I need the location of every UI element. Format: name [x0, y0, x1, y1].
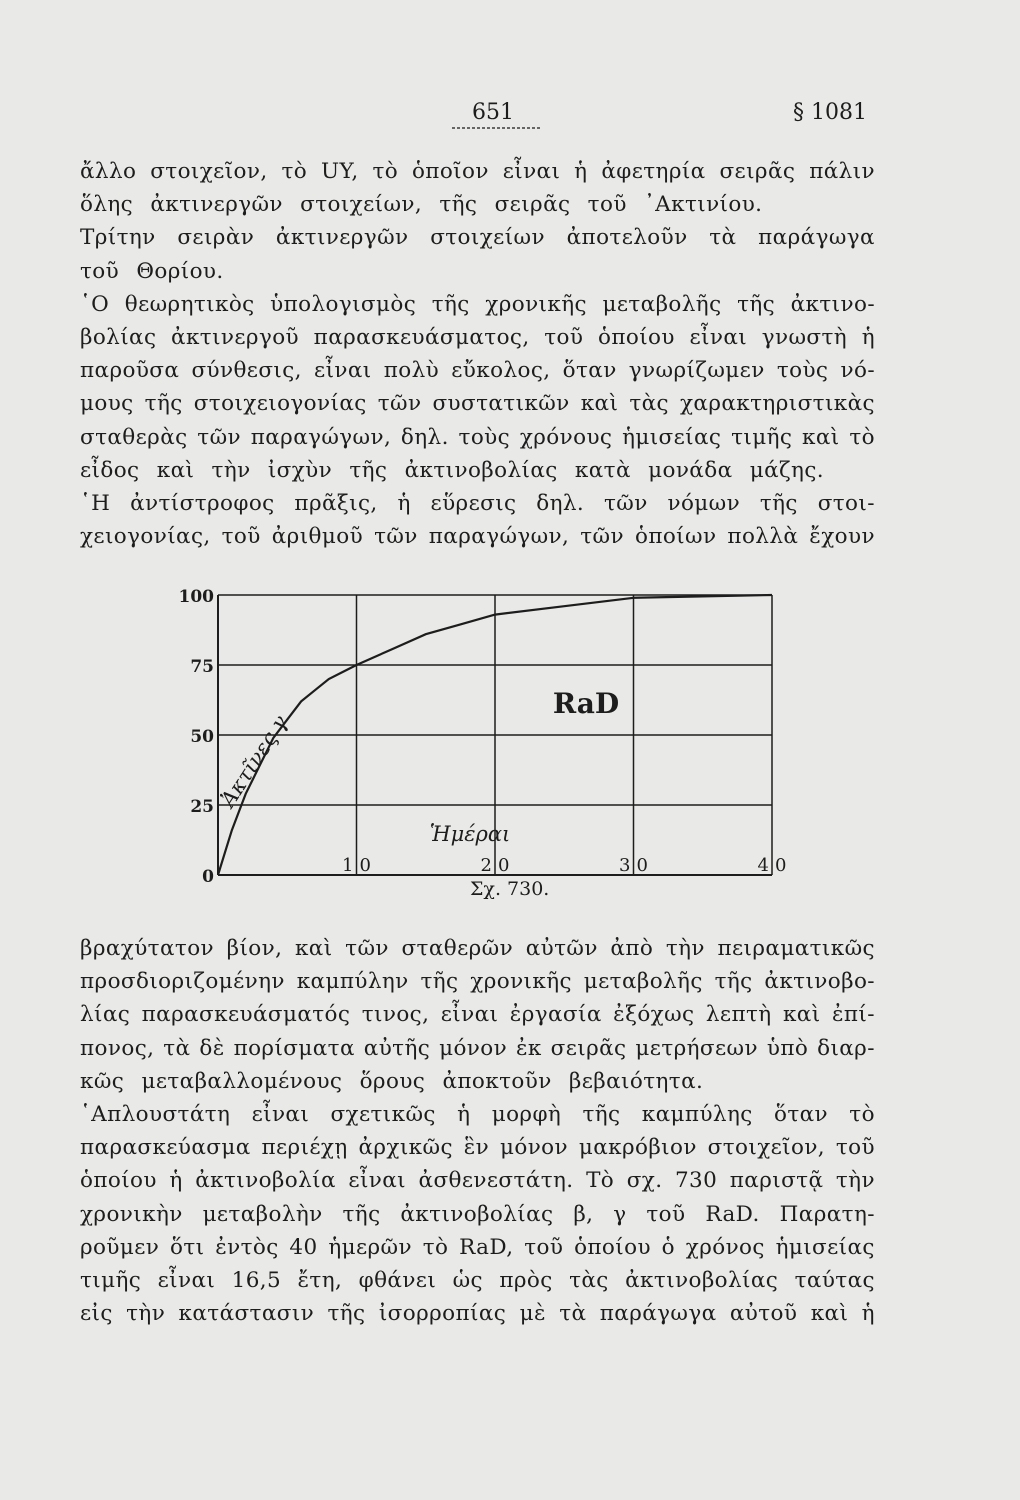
- text-line: ῾Η ἀντίστροφος πρᾶξις, ἡ εὕρεσις δηλ. τῶν νόμων τῆς στοι-: [80, 490, 875, 516]
- x-tick-label: 2: [480, 855, 492, 876]
- paragraphs-bottom: [80, 932, 875, 1330]
- x-tick-label: 0: [498, 855, 510, 876]
- x-tick-label: 0: [775, 855, 787, 876]
- x-tick-label: 4: [757, 855, 769, 876]
- text-line: μους τῆς στοιχειογονίας τῶν συστατικῶν καὶ τὰς χαρακτηριστικὰς: [80, 391, 875, 417]
- text-line: τιμῆς εἶναι 16,5 ἔτη, φθάνει ὡς πρὸς τὰς ἀκτινοβολίας ταύτας: [80, 1267, 875, 1293]
- text-line: βραχύτατον βίον, καὶ τῶν σταθερῶν αὐτῶν ἀπὸ τὴν πειραματικῶς: [80, 936, 875, 961]
- text-line: παροῦσα σύνθεσις, εἶναι πολὺ εὔκολος, ὅταν γνωρίζωμεν τοὺς νό-: [80, 358, 875, 384]
- text-line: Τρίτην σειρὰν ἀκτινεργῶν στοιχείων ἀποτελοῦν τὰ παράγωγα: [80, 225, 875, 251]
- y-tick-label: 0: [202, 867, 214, 887]
- text-line: εἶδος καὶ τὴν ἰσχὺν τῆς ἀκτινοβολίας κατὰ μονάδα μάζης.: [80, 457, 825, 483]
- page-number: 651: [472, 100, 514, 125]
- text-line: παρασκεύασμα περιέχῃ ἀρχικῶς ἓν μόνον μακρόβιον στοιχεῖον, τοῦ: [80, 1135, 875, 1161]
- text-line: προσδιοριζομένην καμπύλην τῆς χρονικῆς μεταβολῆς τῆς ἀκτινοβο-: [80, 969, 875, 995]
- text-line: ἄλλο στοιχεῖον, τὸ UY, τὸ ὁποῖον εἶναι ἡ ἀφετηρία σειρᾶς πάλιν: [80, 159, 875, 184]
- rad-label: RaD: [552, 687, 620, 720]
- text-line: ὅλης ἀκτινεργῶν στοιχείων, τῆς σειρᾶς τοῦ ᾿Ακτινίου.: [80, 192, 763, 218]
- text-line: εἰς τὴν κατάστασιν τῆς ἰσορροπίας μὲ τὰ παράγωγα αὐτοῦ καὶ ἡ: [80, 1301, 875, 1327]
- section-number: § 1081: [793, 100, 867, 125]
- x-tick-label: 0: [359, 855, 371, 876]
- text-line: χρονικὴν μεταβολὴν τῆς ἀκτινοβολίας β, γ τοῦ RaD. Παρατη-: [80, 1201, 875, 1227]
- x-axis-label: Ἡμέραι: [429, 822, 511, 846]
- text-line: βολίας ἀκτινεργοῦ παρασκευάσματος, τοῦ ὁποίου εἶναι γνωστὴ ἡ: [80, 324, 875, 350]
- paragraphs-top: [80, 155, 875, 553]
- y-tick-label: 75: [190, 657, 214, 677]
- curve-label: Ἀκτῖνες γ: [215, 711, 293, 812]
- y-tick-label: 50: [190, 727, 214, 747]
- page-number-underline: [452, 127, 540, 129]
- y-tick-labels: [180, 587, 214, 887]
- x-tick-label: 0: [636, 855, 648, 876]
- text-line: τοῦ Θορίου.: [80, 258, 224, 284]
- figure-caption: Σχ. 730.: [470, 878, 550, 900]
- figure-730: [180, 585, 790, 895]
- rad-radiation-chart: [180, 585, 790, 895]
- text-line: λίας παρασκευάσματός τινος, εἶναι ἐργασία ἐξόχως λεπτὴ καὶ ἐπί-: [80, 1002, 875, 1028]
- x-tick-label: 3: [619, 855, 631, 876]
- text-line: κῶς μεταβαλλομένους ὅρους ἀποκτοῦν βεβαιότητα.: [80, 1068, 704, 1094]
- text-line: χειογονίας, τοῦ ἀριθμοῦ τῶν παραγώγων, τῶν ὁποίων πολλὰ ἔχουν: [80, 524, 875, 550]
- text-line: πονος, τὰ δὲ πορίσματα αὐτῆς μόνον ἐκ σειρᾶς μετρήσεων ὑπὸ διαρ-: [80, 1035, 875, 1061]
- text-line: ὁποίου ἡ ἀκτινοβολία εἶναι ἀσθενεστάτη. Τὸ σχ. 730 παριστᾷ τὴν: [80, 1168, 875, 1194]
- text-line: ροῦμεν ὅτι ἐντὸς 40 ἡμερῶν τὸ RaD, τοῦ ὁποίου ὁ χρόνος ἡμισείας: [80, 1234, 875, 1260]
- x-tick-label: 1: [342, 855, 354, 876]
- text-line: ῾Απλουστάτη εἶναι σχετικῶς ἡ μορφὴ τῆς καμπύλης ὅταν τὸ: [80, 1101, 875, 1127]
- y-tick-label: 100: [180, 587, 214, 607]
- text-line: σταθερὰς τῶν παραγώγων, δηλ. τοὺς χρόνους ἡμισείας τιμῆς καὶ τὸ: [80, 424, 875, 450]
- text-line: ῾Ο θεωρητικὸς ὑπολογισμὸς τῆς χρονικῆς μεταβολῆς τῆς ἀκτινο-: [80, 291, 875, 317]
- x-tick-labels: [342, 855, 786, 876]
- y-tick-label: 25: [190, 797, 214, 817]
